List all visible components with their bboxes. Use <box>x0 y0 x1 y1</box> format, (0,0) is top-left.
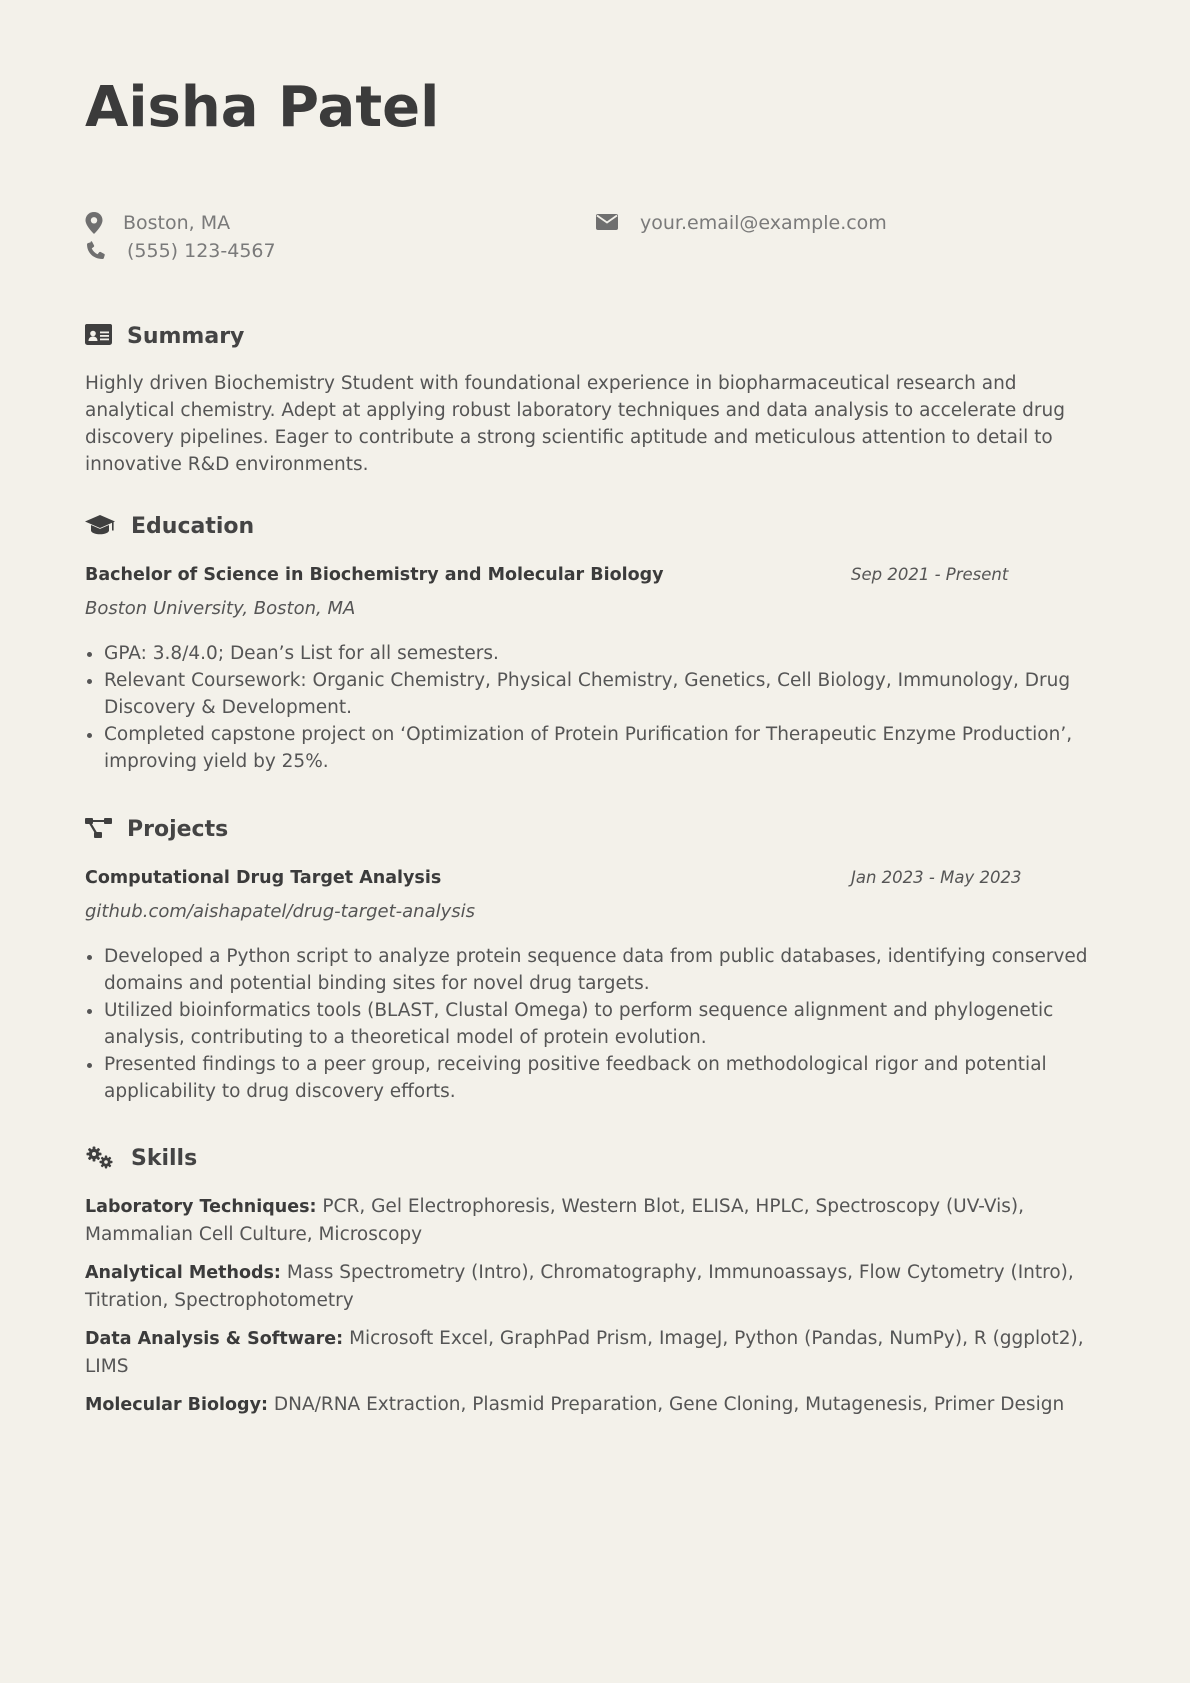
summary-heading <box>85 321 1105 351</box>
project-link[interactable]: github.com/aishapatel/drug-target-analysis <box>85 901 476 922</box>
skill-row <box>85 1193 1105 1248</box>
summary-section <box>85 321 1105 478</box>
skill-label: Analytical Methods: <box>85 1263 281 1283</box>
contact-phone <box>85 238 276 264</box>
education-entry-header <box>85 561 1105 589</box>
project-diagram-icon <box>85 817 113 841</box>
education-entry <box>85 561 1105 775</box>
education-section <box>85 511 1105 775</box>
skill-label: Data Analysis & Software: <box>85 1329 344 1349</box>
skill-value: DNA/RNA Extraction, Plasmid Preparation, Gene Cloning, Mutagenesis, Primer Design <box>273 1394 1065 1415</box>
school-name: Boston University, Boston, MA <box>85 598 356 619</box>
location-text: Boston, MA <box>123 212 231 234</box>
candidate-name: Aisha Patel <box>85 75 440 140</box>
project-entry-header <box>85 864 1105 892</box>
list-item: Developed a Python script to analyze protein sequence data from public databases, identifying conserved domains and potential binding sites for novel drug targets. <box>85 943 1105 997</box>
phone-text: (555) 123-4567 <box>127 240 276 262</box>
envelope-icon <box>596 212 620 234</box>
education-bullets <box>85 640 1105 775</box>
skills-title: Skills <box>131 1145 198 1171</box>
map-marker-icon <box>85 212 107 234</box>
phone-icon <box>85 240 107 262</box>
graduation-cap-icon <box>85 514 115 538</box>
degree-title: Bachelor of Science in Biochemistry and Molecular Biology <box>85 565 664 585</box>
cogs-icon <box>85 1146 115 1170</box>
summary-title: Summary <box>127 323 245 349</box>
skill-label: Laboratory Techniques: <box>85 1197 317 1217</box>
projects-title: Projects <box>127 816 229 842</box>
list-item: Utilized bioinformatics tools (BLAST, Clustal Omega) to perform sequence alignment and phylogenetic analysis, contributing to a theoretical model of protein evolution. <box>85 997 1105 1051</box>
list-item: GPA: 3.8/4.0; Dean’s List for all semesters. <box>85 640 1105 667</box>
skills-list <box>85 1193 1105 1419</box>
skill-row <box>85 1259 1105 1314</box>
skill-row <box>85 1325 1105 1380</box>
project-entry <box>85 864 1105 1105</box>
contact-info <box>85 210 1105 270</box>
skill-row <box>85 1391 1105 1419</box>
summary-text: Highly driven Biochemistry Student with foundational experience in biopharmaceutical research and analytical chemistry. Adept at applying robust laboratory techniques and data analysis to accelerate drug discovery pipelines. Eager to contribute a strong scientific aptitude and meticulous attention to detail to innovative R&D environments. <box>85 373 1065 475</box>
project-name: Computational Drug Target Analysis <box>85 868 442 888</box>
list-item: Presented findings to a peer group, receiving positive feedback on methodological rigor and potential applicability to drug discovery efforts. <box>85 1051 1105 1105</box>
education-title: Education <box>131 513 255 539</box>
contact-location <box>85 210 230 236</box>
skill-value: PCR, Gel Electrophoresis, Western Blot, ELISA, HPLC, Spectroscopy (UV-Vis), Mammalian Cell Culture, Microscopy <box>85 1196 1025 1245</box>
contact-email <box>596 210 887 236</box>
skills-heading <box>85 1143 1105 1173</box>
skill-value: Microsoft Excel, GraphPad Prism, ImageJ, Python (Pandas, NumPy), R (ggplot2), LIMS <box>85 1328 1084 1377</box>
id-card-icon <box>85 324 113 348</box>
projects-heading <box>85 814 1105 844</box>
list-item: Relevant Coursework: Organic Chemistry, Physical Chemistry, Genetics, Cell Biology, Immunology, Drug Discovery & Development. <box>85 667 1105 721</box>
projects-section <box>85 814 1105 1105</box>
education-dates: Sep 2021 - Present <box>851 565 1009 584</box>
project-bullets <box>85 943 1105 1105</box>
skill-label: Molecular Biology: <box>85 1395 268 1415</box>
education-heading <box>85 511 1105 541</box>
list-item: Completed capstone project on ‘Optimization of Protein Purification for Therapeutic Enzyme Production’, improving yield by 25%. <box>85 721 1105 775</box>
skill-value: Mass Spectrometry (Intro), Chromatography, Immunoassays, Flow Cytometry (Intro), Titration, Spectrophotometry <box>85 1262 1074 1311</box>
project-dates: Jan 2023 - May 2023 <box>851 868 1022 887</box>
skills-section <box>85 1143 1105 1430</box>
email-link[interactable]: your.email@example.com <box>640 212 887 234</box>
